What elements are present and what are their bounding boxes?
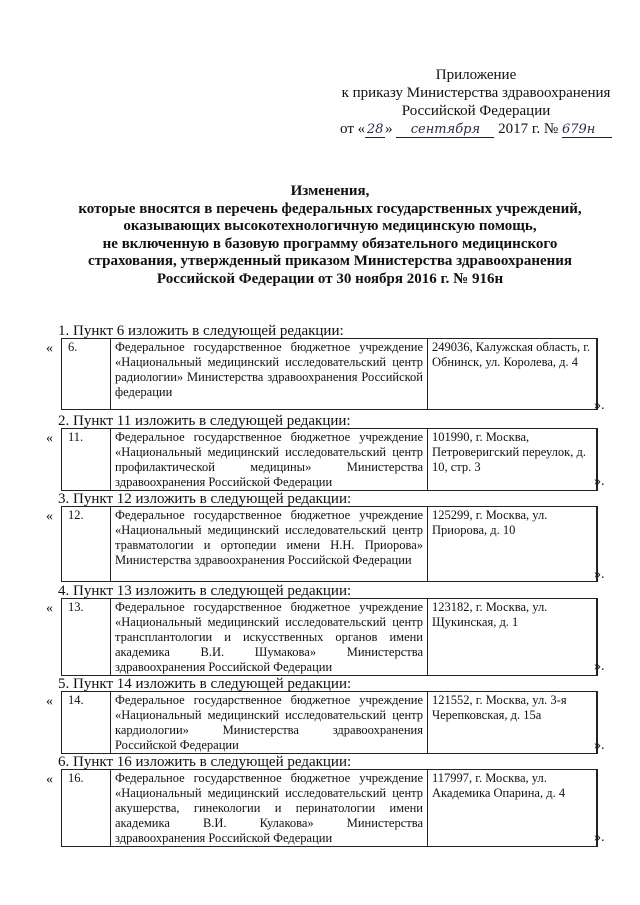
item-quote-close-1: ». xyxy=(594,398,605,413)
item-number: 13. xyxy=(62,599,111,676)
item-heading-4: 4. Пункт 13 изложить в следующей редакции: xyxy=(58,583,352,599)
item-number: 6. xyxy=(62,339,111,410)
order-prefix: от « xyxy=(340,121,366,137)
institution-address: 125299, г. Москва, ул. Приорова, д. 10 xyxy=(428,507,598,582)
institution-name: Федеральное государственное бюджетное учреждение «Национальный медицинский исследовательский центр профилактической медицины» Министерства здравоохранения Российской Федерации xyxy=(111,429,428,491)
institution-name: Федеральное государственное бюджетное учреждение «Национальный медицинский исследовательский центр акушерства, гинекологии и перинатологии имени академика В.И. Кулакова» Министерства здравоохранения Российской Федерации xyxy=(111,770,428,847)
order-year: 2017 г. № xyxy=(498,121,559,137)
appendix-country: Российской Федерации xyxy=(401,103,551,119)
item-quote-close-5: ». xyxy=(594,738,605,753)
institution-name: Федеральное государственное бюджетное учреждение «Национальный медицинский исследовательский центр трансплантологии и искусственных органов имени академика В.И. Шумакова» Министерства здравоохранения Российской Федерации xyxy=(111,599,428,676)
title-line-4: не включенную в базовую программу обязательного медицинского xyxy=(102,235,558,252)
table-row xyxy=(62,339,598,410)
institution-address: 117997, г. Москва, ул. Академика Опарина, д. 4 xyxy=(428,770,598,847)
item-quote-open-1: « xyxy=(46,341,53,356)
item-table-6 xyxy=(61,769,598,847)
institution-name: Федеральное государственное бюджетное учреждение «Национальный медицинский исследовательский центр травматологии и ортопедии имени Н.Н. Приорова» Министерства здравоохранения Российской Федерации xyxy=(111,507,428,582)
appendix-label: Приложение xyxy=(435,67,517,83)
table-row xyxy=(62,770,598,847)
document-title xyxy=(40,183,620,288)
title-line-5: страхования, утвержденный приказом Министерства здравоохранения xyxy=(87,253,573,269)
item-heading-6: 6. Пункт 16 изложить в следующей редакции: xyxy=(58,754,352,770)
item-quote-close-3: ». xyxy=(594,567,605,582)
table-row xyxy=(62,507,598,582)
item-table-5 xyxy=(61,691,598,754)
item-table-2 xyxy=(61,428,598,491)
title-line-3: оказывающих высокотехнологичную медицинскую помощь, xyxy=(123,218,537,234)
item-table-1 xyxy=(61,338,598,410)
institution-address: 121552, г. Москва, ул. 3-я Черепковская, д. 15а xyxy=(428,692,598,754)
title-line-2: которые вносятся в перечень федеральных государственных учреждений, xyxy=(78,200,582,217)
order-date-line xyxy=(330,120,622,138)
order-month-handwritten: сентября xyxy=(396,123,494,138)
item-quote-open-3: « xyxy=(46,509,53,524)
item-number: 14. xyxy=(62,692,111,754)
table-row xyxy=(62,599,598,676)
appendix-order-ref: к приказу Министерства здравоохранения xyxy=(341,85,611,101)
item-heading-1: 1. Пункт 6 изложить в следующей редакции: xyxy=(58,323,344,339)
item-number: 12. xyxy=(62,507,111,582)
table-row xyxy=(62,692,598,754)
institution-name: Федеральное государственное бюджетное учреждение «Национальный медицинский исследовательский центр кардиологии» Министерства здравоохранения Российской Федерации xyxy=(111,692,428,754)
order-quote-close: » xyxy=(385,121,393,137)
item-number: 16. xyxy=(62,770,111,847)
order-number-handwritten: 679н xyxy=(562,123,612,138)
title-line-6: Российской Федерации от 30 ноября 2016 г. № 916н xyxy=(156,270,504,287)
item-quote-open-2: « xyxy=(46,431,53,446)
item-quote-open-4: « xyxy=(46,601,53,616)
title-line-1: Изменения, xyxy=(290,183,370,199)
item-quote-open-5: « xyxy=(46,694,53,709)
item-quote-open-6: « xyxy=(46,772,53,787)
institution-name: Федеральное государственное бюджетное учреждение «Национальный медицинский исследовательский центр радиологии» Министерства здравоохранения Российской федерации xyxy=(111,339,428,410)
item-heading-5: 5. Пункт 14 изложить в следующей редакции: xyxy=(58,676,352,692)
item-quote-close-6: ». xyxy=(594,830,605,845)
item-table-4 xyxy=(61,598,598,676)
institution-address: 249036, Калужская область, г. Обнинск, ул. Королева, д. 4 xyxy=(428,339,598,410)
item-heading-3: 3. Пункт 12 изложить в следующей редакции: xyxy=(58,491,352,507)
item-heading-2: 2. Пункт 11 изложить в следующей редакции: xyxy=(58,413,351,429)
item-number: 11. xyxy=(62,429,111,491)
table-row xyxy=(62,429,598,491)
institution-address: 101990, г. Москва, Петроверигский переулок, д. 10, стр. 3 xyxy=(428,429,598,491)
item-table-3 xyxy=(61,506,598,582)
item-quote-close-4: ». xyxy=(594,659,605,674)
item-quote-close-2: ». xyxy=(594,474,605,489)
order-day-handwritten: 28 xyxy=(366,122,384,137)
appendix-block xyxy=(330,66,622,138)
institution-address: 123182, г. Москва, ул. Щукинская, д. 1 xyxy=(428,599,598,676)
